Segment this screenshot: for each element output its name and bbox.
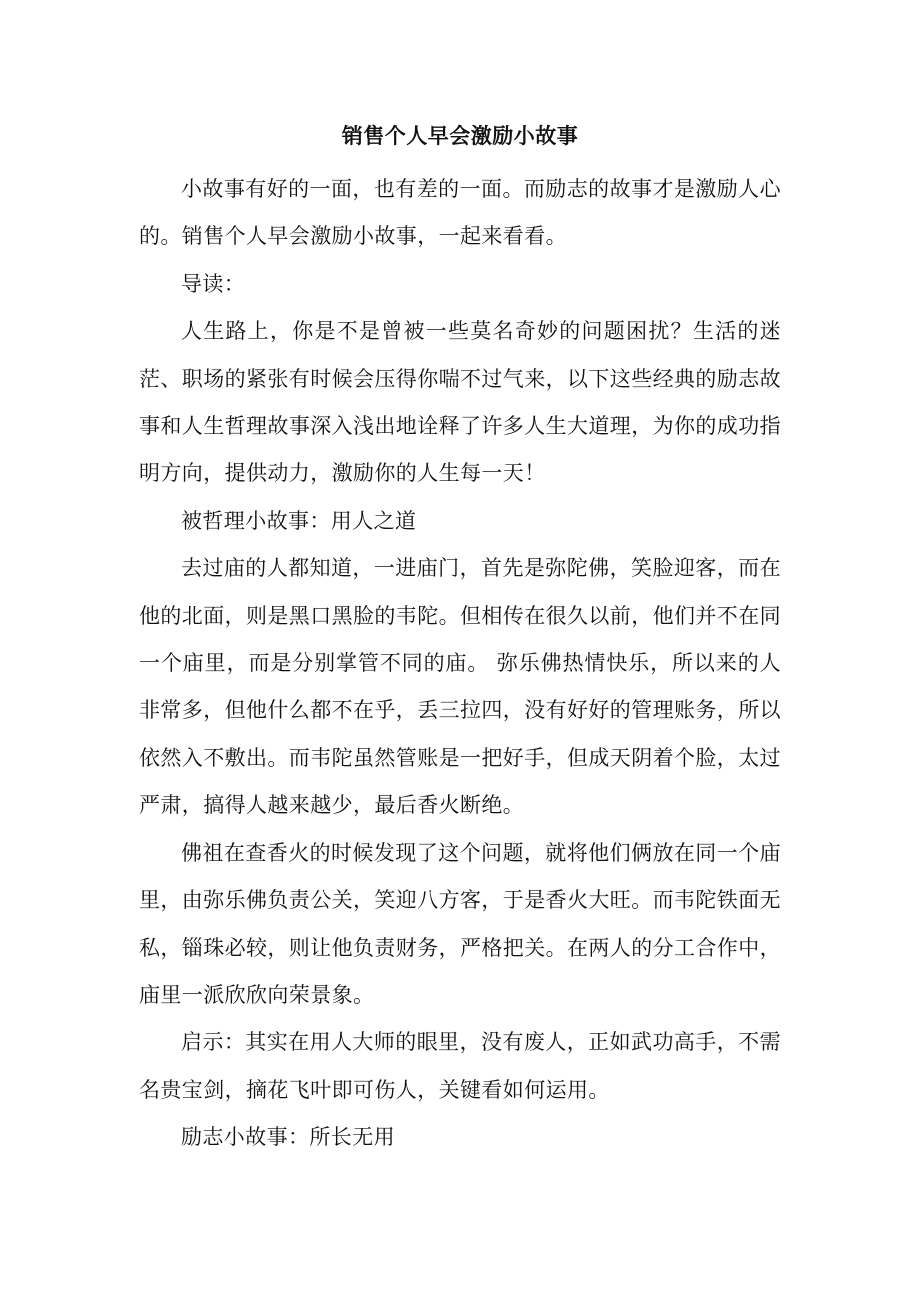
guide-heading: 导读： [181,271,246,296]
document-title: 销售个人早会激励小故事 [341,123,579,148]
document-body [139,118,781,1162]
insight-paragraph: 启示：其实在用人大师的眼里，没有废人，正如武功高手，不需名贵宝剑，摘花飞叶即可伤人，关键看如何运用。 [139,1030,781,1102]
guide-paragraph: 人生路上，你是不是曾被一些莫名奇妙的问题困扰？生活的迷茫、职场的紧张有时候会压得你喘不过气来，以下这些经典的励志故事和人生哲理故事深入浅出地诠释了许多人生大道理，为你的成功指明方向，提供动力，激励你的人生每一天！ [139,319,781,486]
story-heading-1: 被哲理小故事：用人之道 [181,508,417,533]
story-heading-2: 励志小故事：所长无用 [181,1125,395,1150]
story-paragraph-1: 去过庙的人都知道，一进庙门，首先是弥陀佛，笑脸迎客，而在他的北面，则是黑口黑脸的韦陀。但相传在很久以前，他们并不在同一个庙里，而是分别掌管不同的庙。 弥乐佛热情快乐，所以来的人非常多，但他什么都不在乎，丢三拉四，没有好好的管理账务，所以依然入不敷出。而韦陀虽然管账是一把好手，但成天阴着个脸，太过严肃，搞得人越来越少，最后香火断绝。 [139,556,781,818]
story-paragraph-2: 佛祖在查香火的时候发现了这个问题，就将他们俩放在同一个庙里，由弥乐佛负责公关，笑迎八方客，于是香火大旺。而韦陀铁面无私，锱珠必较，则让他负责财务，严格把关。在两人的分工合作中，庙里一派欣欣向荣景象。 [139,840,781,1007]
intro-paragraph: 小故事有好的一面，也有差的一面。而励志的故事才是激励人心的。销售个人早会激励小故事，一起来看看。 [139,177,781,249]
